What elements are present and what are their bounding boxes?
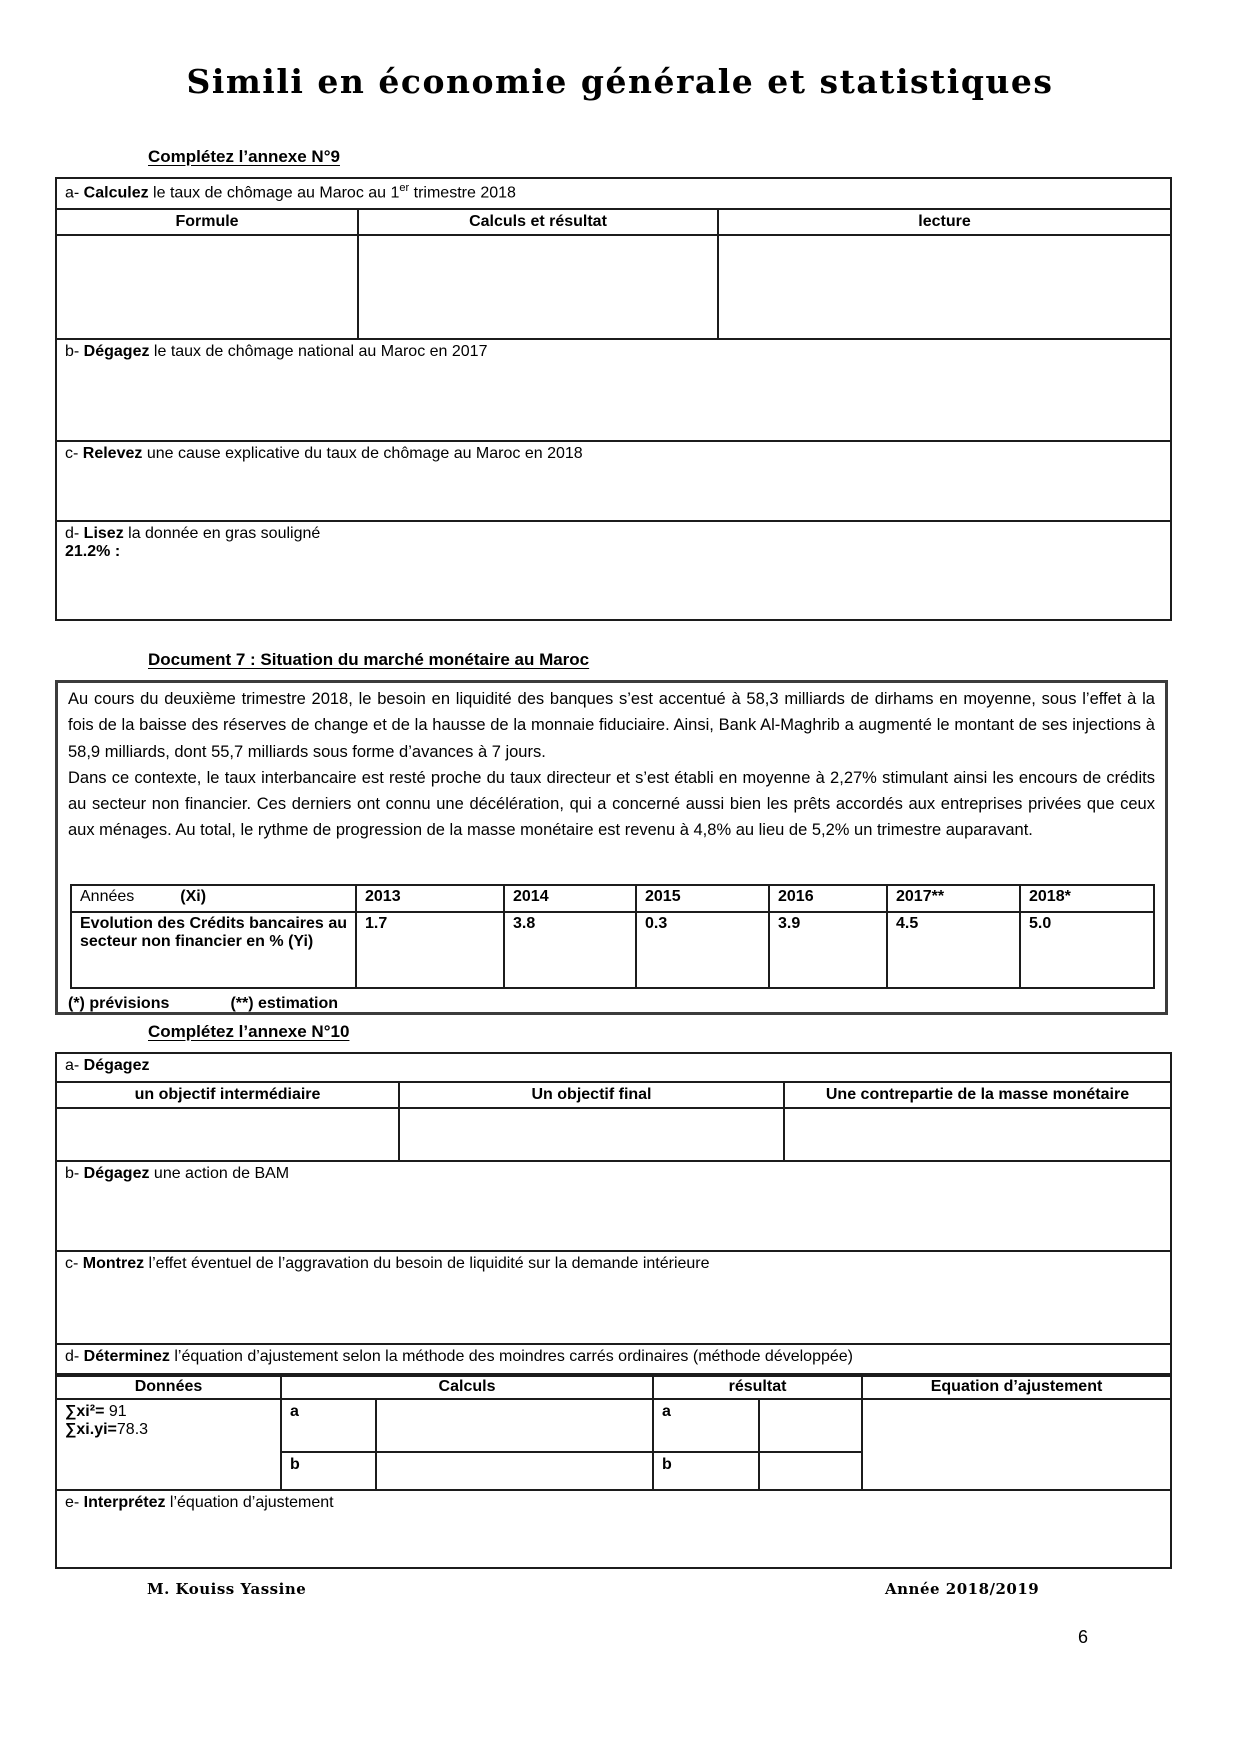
year-2017: 2017** [887, 885, 1020, 912]
row-b-verb: Dégagez [83, 343, 150, 360]
page-title: Simili en économie générale et statistiques [186, 62, 1054, 101]
year-2014: 2014 [504, 885, 636, 912]
note-estimation: (**) estimation [230, 995, 339, 1012]
value-2018: 5.0 [1020, 912, 1154, 988]
row-a-verb: Calculez [83, 184, 149, 202]
empty-answer-cell [358, 235, 718, 339]
row-d-verb: Déterminez [83, 1348, 170, 1365]
annexe10-row-e [56, 1490, 1171, 1568]
calc-row-a [56, 1399, 1171, 1452]
sum-xi2-label: ∑xi²= [65, 1403, 105, 1420]
annexe9-row-d [56, 521, 1171, 620]
row-a-verb: Dégagez [83, 1057, 150, 1074]
row-d-text: la donnée en gras souligné [123, 525, 321, 542]
credits-table [70, 884, 1155, 989]
annexe10-row-d-cell [56, 1344, 1171, 1376]
annexe10-header-row [56, 1082, 1171, 1108]
donnees-cell [56, 1399, 281, 1490]
annexe9-row-c [56, 441, 1171, 521]
equation-answer-cell [862, 1399, 1171, 1490]
row-c-text: l’effet éventuel de l’aggravation du besoin de liquidité sur la demande intérieure [144, 1255, 710, 1272]
document7-box [55, 680, 1168, 1015]
row-a-text: le taux de chômage au Maroc au 1 [148, 184, 400, 202]
year-2015: 2015 [636, 885, 769, 912]
calc-table-header-row [56, 1374, 1171, 1399]
sum-xi2-value: 91 [104, 1403, 127, 1420]
row-d-value: 21.2% : [65, 543, 121, 560]
document7-heading: Document 7 : Situation du marché monétaire au Maroc [148, 650, 590, 669]
result-a-label: a [653, 1399, 759, 1452]
header-objectif-intermediaire: un objectif intermédiaire [56, 1082, 399, 1108]
header-calculs: Calculs et résultat [358, 209, 718, 235]
annexe9-row-b [56, 339, 1171, 441]
adjustment-calc-table [55, 1373, 1172, 1491]
series-label-cell [71, 912, 356, 988]
empty-answer-cell [376, 1399, 653, 1452]
annexe9-row-a [56, 178, 1171, 209]
annexe10-row-d [56, 1344, 1171, 1376]
donnees-line-1 [65, 1403, 272, 1421]
row-b-verb: Dégagez [83, 1165, 150, 1182]
row-b-text: une action de BAM [149, 1165, 290, 1182]
footer-year: Année 2018/2019 [885, 1580, 1040, 1598]
row-c-text: une cause explicative du taux de chômage au Maroc en 2018 [142, 445, 583, 462]
annexe9-header-row [56, 209, 1171, 235]
table-notes [68, 995, 1161, 1013]
row-a-prefix: a- [65, 1057, 84, 1074]
row-a-prefix: a- [65, 184, 84, 202]
annexe10-row-c-cell [56, 1251, 1171, 1344]
annees-xi-cell [71, 885, 356, 912]
document7-paragraph-1: Au cours du deuxième trimestre 2018, le besoin en liquidité des banques s’est accentué à 58,3 milliards de dirhams en moyenne, sous l’effet à la fois de la baisse des réserves de change et de la hausse de la monnaie fiduciaire. Ainsi, Bank Al-Maghrib a augmenté le montant de ses injections à 58,9 milliards, dont 55,7 milliards sous forme d’avances à 7 jours. [68, 690, 1155, 761]
row-e-text: l’équation d’ajustement [165, 1494, 334, 1511]
row-e-verb: Interprétez [83, 1494, 166, 1511]
row-d-text: l’équation d’ajustement selon la méthode des moindres carrés ordinaires (méthode développée) [169, 1348, 853, 1365]
header-contrepartie: Une contrepartie de la masse monétaire [784, 1082, 1171, 1108]
document7-paragraph-2: Dans ce contexte, le taux interbancaire est resté proche du taux directeur et s’est établi en moyenne à 2,27% stimulant ainsi les encours de crédits au secteur non financier. Ces derniers ont connu une décélération, qui a concerné aussi bien les prêts accordés aux entreprises privées que ceux aux ménages. Au total, le rythme de progression de la masse monétaire est revenu à 4,8% au lieu de 5,2% un trimestre auparavant. [68, 768, 1155, 840]
annexe9-row-d-cell [56, 521, 1171, 620]
header-lecture: lecture [718, 209, 1171, 235]
annexe10-row-a-cell [56, 1053, 1171, 1082]
value-2016: 3.9 [769, 912, 887, 988]
header-formule: Formule [56, 209, 358, 235]
empty-answer-cell [56, 1108, 399, 1161]
empty-answer-cell [784, 1108, 1171, 1161]
result-b-label: b [653, 1452, 759, 1490]
sum-xiyi-label: ∑xi.yi= [65, 1421, 117, 1438]
annexe9-row-b-cell [56, 339, 1171, 441]
annexe10-row-b [56, 1161, 1171, 1251]
year-2013: 2013 [356, 885, 504, 912]
row-b-prefix: b- [65, 343, 84, 360]
page-number: 6 [1078, 1627, 1089, 1647]
row-b-text: le taux de chômage national au Maroc en 2017 [149, 343, 488, 360]
row-d-verb: Lisez [83, 525, 124, 542]
row-b-prefix: b- [65, 1165, 84, 1182]
annexe10-row-a [56, 1053, 1171, 1082]
header-resultat: résultat [653, 1374, 862, 1399]
calc-a-label: a [281, 1399, 376, 1452]
empty-answer-cell [759, 1399, 862, 1452]
year-2018: 2018* [1020, 885, 1154, 912]
footer-author: M. Kouiss Yassine [147, 1580, 307, 1598]
row-e-prefix: e- [65, 1494, 84, 1511]
value-2013: 1.7 [356, 912, 504, 988]
calc-b-label: b [281, 1452, 376, 1490]
annexe10-row-b-cell [56, 1161, 1171, 1251]
value-2015: 0.3 [636, 912, 769, 988]
credits-table-header-row [71, 885, 1154, 912]
annexe9-answer-row [56, 235, 1171, 339]
note-previsions: (*) prévisions [68, 995, 170, 1012]
annexe10-table [55, 1052, 1172, 1377]
header-donnees: Données [56, 1374, 281, 1399]
row-a-text2: trimestre 2018 [409, 184, 516, 202]
annexe9-row-a-cell [56, 178, 1171, 209]
sum-xiyi-value: 78.3 [116, 1421, 149, 1438]
xi-label: (Xi) [180, 888, 207, 905]
row-c-prefix: c- [65, 1255, 83, 1272]
credits-table-data-row [71, 912, 1154, 988]
row-a-sup: er [399, 182, 410, 194]
empty-answer-cell [718, 235, 1171, 339]
row-c-prefix: c- [65, 445, 83, 462]
header-objectif-final: Un objectif final [399, 1082, 784, 1108]
empty-answer-cell [399, 1108, 784, 1161]
annexe10-row-e-table [55, 1489, 1172, 1569]
value-2017: 4.5 [887, 912, 1020, 988]
annexe10-heading: Complétez l’annexe N°10 [148, 1022, 350, 1041]
row-c-verb: Montrez [82, 1255, 145, 1272]
empty-answer-cell [376, 1452, 653, 1490]
empty-answer-cell [56, 235, 358, 339]
value-2014: 3.8 [504, 912, 636, 988]
annexe10-row-e-cell [56, 1490, 1171, 1568]
series-label: Evolution des Crédits bancaires au secteur non financier en % [80, 915, 347, 950]
annexe10-row-c [56, 1251, 1171, 1344]
annexe9-table [55, 177, 1172, 621]
annexe10-answer-row [56, 1108, 1171, 1161]
annexe9-heading: Complétez l’annexe N°9 [148, 147, 340, 166]
yi-label: (Yi) [288, 933, 314, 950]
row-d-prefix: d- [65, 1348, 84, 1365]
year-2016: 2016 [769, 885, 887, 912]
header-equation: Equation d’ajustement [862, 1374, 1171, 1399]
donnees-line-2 [65, 1421, 272, 1439]
document7-paragraphs [58, 683, 1165, 884]
annexe9-row-c-cell [56, 441, 1171, 521]
header-calculs: Calculs [281, 1374, 653, 1399]
annees-label: Années [80, 888, 135, 905]
row-c-verb: Relevez [82, 445, 143, 462]
row-d-prefix: d- [65, 525, 84, 542]
empty-answer-cell [759, 1452, 862, 1490]
